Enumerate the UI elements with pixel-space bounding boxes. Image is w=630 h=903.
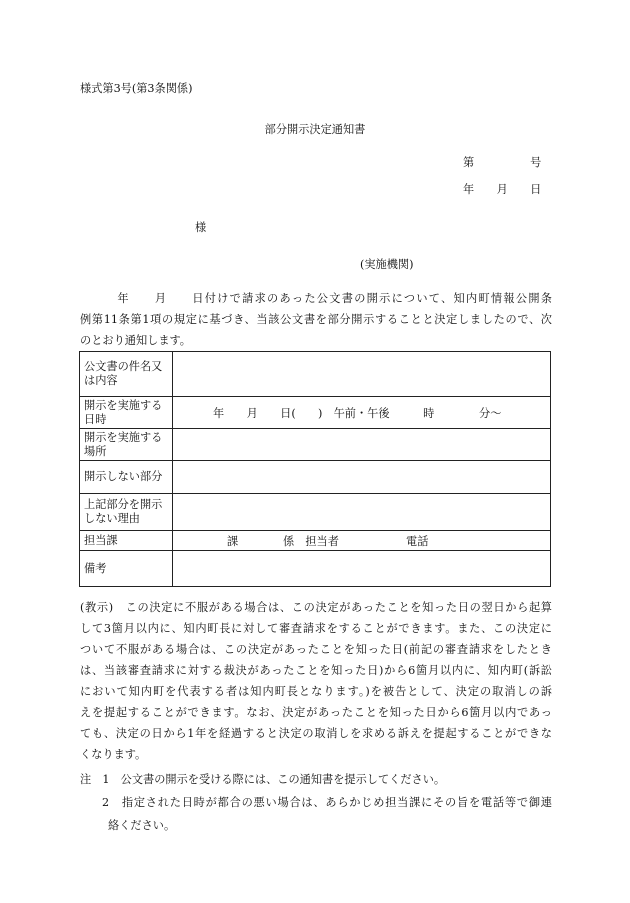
instruction-line: は、当該審査請求に対する裁決があったことを知った日)から6箇月以内に、知内町(訴訟 xyxy=(80,664,552,677)
place-value-cell[interactable] xyxy=(173,429,551,461)
instruction-paragraph xyxy=(80,597,552,765)
reason-value-cell[interactable] xyxy=(173,494,551,531)
contact-label: 担当課 xyxy=(80,531,173,551)
table-row-remarks xyxy=(80,551,551,587)
reason-label: 上記部分を開示 しない理由 xyxy=(80,494,173,531)
intro-paragraph xyxy=(80,288,552,351)
note-2-line-2: 絡ください。 xyxy=(108,819,176,832)
contact-value: 課 係 担当者 電話 xyxy=(227,534,429,548)
note-1: 注 1 公文書の開示を受ける際には、この通知書を提示してください。 xyxy=(80,773,446,786)
instruction-line: ついて不服がある場合は、この決定があったことを知った日(前記の審査請求をしたとき xyxy=(80,643,552,656)
subject-label: 公文書の件名又 は内容 xyxy=(80,352,173,397)
form-number-label: 様式第3号(第3条関係) xyxy=(80,82,193,95)
table-row-withheld xyxy=(80,461,551,494)
document-number-line: 第 号 xyxy=(463,156,542,169)
document-date-line: 年 月 日 xyxy=(463,183,542,196)
note-2-line-1: 2 指定された日時が都合の悪い場合は、あらかじめ担当課にその旨を電話等で御連 xyxy=(102,796,552,809)
withheld-label: 開示しない部分 xyxy=(80,461,173,494)
disclosure-table xyxy=(79,351,551,587)
subject-value-cell[interactable] xyxy=(173,352,551,397)
issuer-label: (実施機関) xyxy=(360,258,414,271)
instruction-line: (教示) この決定に不服がある場合は、この決定があったことを知った日の翌日から起算 xyxy=(80,601,552,614)
remarks-label: 備考 xyxy=(80,551,173,587)
document-title: 部分開示決定通知書 xyxy=(264,123,366,136)
instruction-line: ても、決定の日から1年を経過すると決定の取消しを求める訴えを提起することができな xyxy=(80,727,552,740)
instruction-line: くなります。 xyxy=(80,748,147,761)
intro-line: 例第11条第1項の規定に基づき、当該公文書を部分開示することと決定しましたので、次 xyxy=(80,313,552,326)
place-label: 開示を実施する 場所 xyxy=(80,429,173,461)
datetime-value: 年 月 日( ) 午前・午後 時 分～ xyxy=(213,406,502,420)
table-row-contact xyxy=(80,531,551,551)
table-row-subject xyxy=(80,352,551,397)
datetime-label: 開示を実施する 日時 xyxy=(80,397,173,429)
datetime-value-cell[interactable] xyxy=(173,397,551,429)
contact-value-cell[interactable] xyxy=(173,531,551,551)
addressee-suffix: 様 xyxy=(195,221,207,234)
table-row-place xyxy=(80,429,551,461)
instruction-line: して3箇月以内に、知内町長に対して審査請求をすることができます。また、この決定に xyxy=(80,622,552,635)
notes-section xyxy=(80,768,552,837)
instruction-line: えを提起することができます。なお、決定があったことを知った日から6箇月以内であっ xyxy=(80,706,552,719)
intro-line: 年 月 日付けで請求のあった公文書の開示について、知内町情報公開条 xyxy=(80,292,552,305)
remarks-value-cell[interactable] xyxy=(173,551,551,587)
instruction-line: において知内町を代表する者は知内町長となります。)を被告として、決定の取消しの訴 xyxy=(80,685,552,698)
intro-line: のとおり通知します。 xyxy=(80,334,191,347)
table-row-reason xyxy=(80,494,551,531)
table-row-datetime xyxy=(80,397,551,429)
withheld-value-cell[interactable] xyxy=(173,461,551,494)
